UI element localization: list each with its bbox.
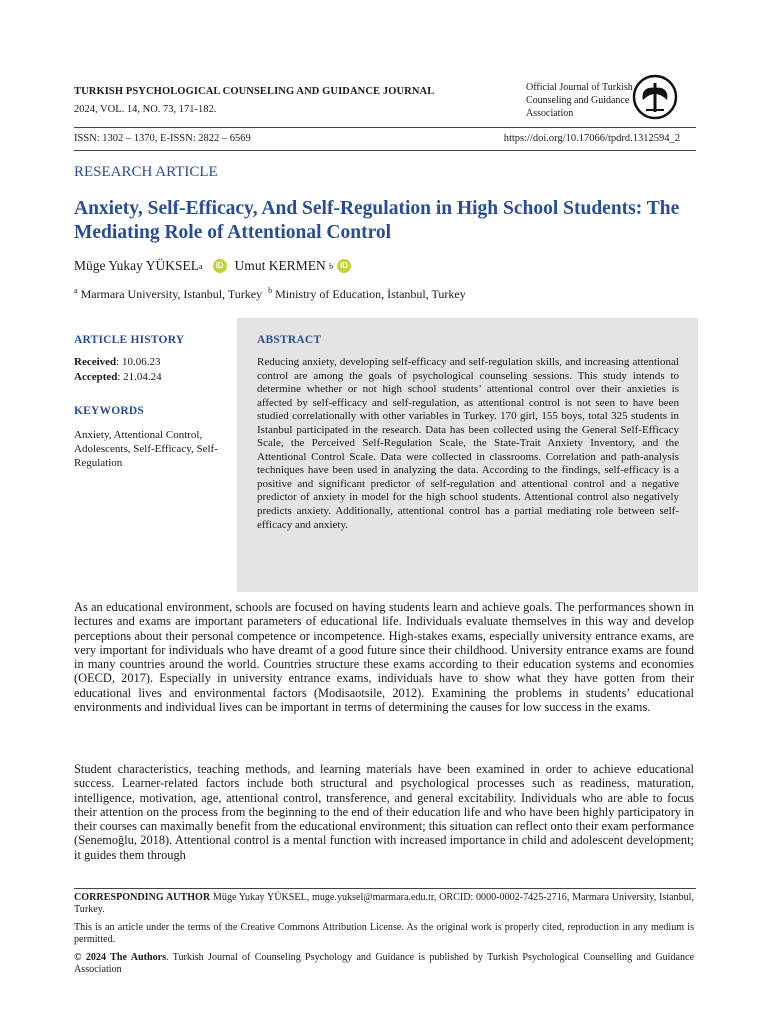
body-paragraph-1: As an educational environment, schools are focused on having students learn and achieve goals. The performances shown in lectures and exams are important parameters of educational life. Individuals evaluate themselves in this way and develop perceptions about their personal competence or incompetence. High-stakes exams, especially university entrance exams, are very important for individuals who have dreamt of a good future since their childhood. University entrance exams are found in many countries around the world. Countries structure these exams according to their education systems and economies (OECD, 2017). Especially in university entrance exams, individuals have to show what they have gotten from their educational lives and environmental factors (Modisaotsile, 2012). Examining the problems in students’ educational environments and individual lives can be important in terms of determining the causes for low success in the exams.	[74, 600, 694, 715]
license-note: This is an article under the terms of the Creative Commons Attribution License. As the original work is properly cited, reproduction in any medium is permitted.	[74, 922, 694, 946]
body-paragraph-2: Student characteristics, teaching methods, and learning materials have been examined in order to achieve educational success. Learner-related factors include both structural and psychological processes such as readiness, maturation, intelligence, motivation, age, attentional control, transference, and general excitability. Individuals who are able to focus their attention on the process from the beginning to the end of their education life and who have been highly participatory in their courses can maximally benefit from the educational environment; this situation can reflect onto their exam performance (Senemoğlu, 2018). Attentional control is a mental function with increased importance in child and adolescent development; it guides them through	[74, 762, 694, 862]
article-history-heading: ARTICLE HISTORY	[74, 334, 185, 346]
affil-b-sup: b	[268, 286, 273, 295]
header-rule-2	[74, 150, 696, 151]
footer-rule	[74, 888, 696, 889]
affiliations	[74, 286, 466, 302]
author-line	[74, 258, 359, 274]
corresponding-author: CORRESPONDING AUTHOR Müge Yukay YÜKSEL, muge.yuksel@marmara.edu.tr, ORCID: 0000-0002-7425-2716, Marmara University, Istanbul, Turkey.	[74, 892, 695, 916]
keywords-heading: KEYWORDS	[74, 405, 144, 417]
affil-a: Marmara University, Istanbul, Turkey	[80, 287, 263, 301]
author-1-sup: a	[199, 261, 203, 271]
abstract-heading: ABSTRACT	[257, 334, 322, 346]
affil-b: Ministry of Education, İstanbul, Turkey	[275, 287, 466, 301]
affil-a-sup: a	[74, 286, 78, 295]
abstract-text: Reducing anxiety, developing self-efficacy and self-regulation skills, and increasing attentional control are among the goals of psychological counseling sessions. This study intends to determine whether or not high school students’ attentional control over their anxieties is affected by self-efficacy and self-regulation, as attentional control is not seen to have been studied correlationally with other variables in Turkey. 170 girl, 155 boys, total 325 students in Istanbul participated in the research. Data has been collected using the General Self-Efficacy Scale, the Perceived Self-Regulation Scale, the State-Trait Anxiety Inventory, and the Attentional Control Scale. Data were collected in classrooms. Correlation and path-analysis techniques have been used in analyzing the data. According to the findings, self-efficacy is a positive and significant predictor of self-regulation and attentional control and a negative predictor of anxiety in model for the high school students. Attentional control also negatively predicts anxiety. Additionally, attentional control has a partial mediating role between self-efficacy and anxiety.	[257, 356, 679, 531]
orcid-icon[interactable]: iD	[213, 259, 227, 273]
journal-name: TURKISH PSYCHOLOGICAL COUNSELING AND GUIDANCE JOURNAL	[74, 86, 435, 97]
orcid-icon[interactable]: iD	[337, 259, 351, 273]
association-logo	[632, 74, 678, 120]
author-1: Müge Yukay YÜKSEL	[74, 258, 199, 273]
official-journal-note: Official Journal of Turkish Counseling and Guidance Association	[526, 82, 633, 119]
copyright-note: © 2024 The Authors. Turkish Journal of Counseling Psychology and Guidance is published by Turkish Psychological Counselling and Guidance Association	[74, 952, 694, 976]
issn: ISSN: 1302 – 1370, E-ISSN: 2822 – 6569	[74, 133, 251, 144]
article-title: Anxiety, Self-Efficacy, And Self-Regulation in High School Students: The Mediating Role of Attentional Control	[74, 198, 680, 243]
author-2-sup: b	[329, 261, 334, 271]
accepted-date: Accepted: 21.04.24	[74, 371, 162, 383]
received-date: Received: 10.06.23	[74, 356, 161, 368]
journal-volume: 2024, VOL. 14, NO. 73, 171-182.	[74, 104, 217, 115]
author-2: Umut KERMEN	[234, 258, 326, 273]
article-type: RESEARCH ARTICLE	[74, 164, 218, 180]
header-rule	[74, 127, 696, 128]
doi-link[interactable]: https://doi.org/10.17066/tpdrd.1312594_2	[503, 133, 680, 144]
keywords-list: Anxiety, Attentional Control, Adolescents, Self-Efficacy, Self-Regulation	[74, 429, 218, 469]
